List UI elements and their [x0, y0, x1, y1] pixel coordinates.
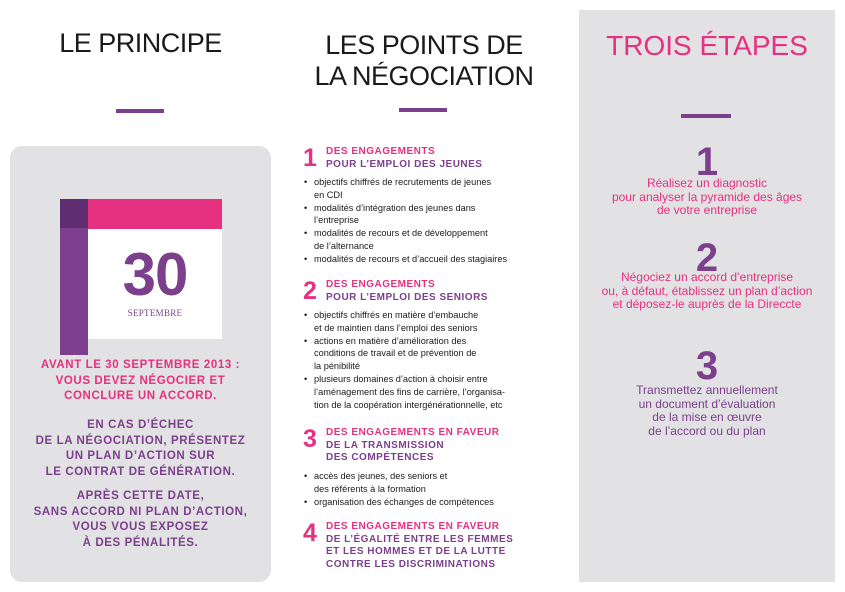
negociation-title: LES POINTS DE LA NÉGOCIATION — [314, 30, 534, 91]
calendar-month: SEPTEMBRE — [127, 308, 183, 318]
list-item: • actions en matière d’amélioration des conditions de travail et de prévention de la pénibilité — [303, 335, 553, 373]
penalty-text: APRÈS CETTE DATE, SANS ACCORD NI PLAN D’ACTION, VOUS VOUS EXPOSEZ À DES PÉNALITÉS. — [33, 490, 248, 549]
point-number: 2 — [303, 277, 317, 305]
point-title: DES ENGAGEMENTS EN FAVEUR DE LA TRANSMISSION DES COMPÉTENCES — [326, 427, 500, 463]
list-item: • objectifs chiffrés de recrutements de jeunes en CDI — [303, 176, 553, 202]
step-2-number: 2 — [695, 236, 719, 280]
list-item: • objectifs chiffrés en matière d’embauche et de maintien dans l’emploi des seniors — [303, 309, 553, 335]
list-item: • modalités d’intégration des jeunes dans l’entreprise — [303, 202, 553, 228]
list-item: • accès des jeunes, des seniors et des référents à la formation — [303, 470, 553, 496]
etapes-title: TROIS ÉTAPES — [606, 30, 808, 61]
deadline-text: AVANT LE 30 SEPTEMBRE 2013 : VOUS DEVEZ NÉGOCIER ET CONCLURE UN ACCORD. — [40, 359, 241, 402]
principe-title: LE PRINCIPE — [59, 28, 222, 58]
list-item: • organisation des échanges de compétences — [303, 496, 553, 509]
point-title: DES ENGAGEMENTS EN FAVEUR DE L’ÉGALITÉ ENTRE LES FEMMES ET LES HOMMES ET DE LA LUTTE CONTRE LES DISCRIMINATIONS — [326, 521, 514, 570]
list-item: • plusieurs domaines d’action à choisir entre l’aménagement des fins de carrière, l’organisa- tion de la coopération intergénérationnelle, etc — [303, 373, 553, 411]
step-1-number: 1 — [695, 140, 719, 184]
step-2-text: Négociez un accord d’entreprise ou, à défaut, établissez un plan d’action et déposez-le auprès de la Direccte — [601, 270, 813, 312]
point-title: DES ENGAGEMENTS POUR L’EMPLOI DES SENIORS — [326, 279, 488, 303]
step-3-text: Transmettez annuellement un document d’évaluation de la mise en œuvre de l’accord ou du plan — [636, 383, 778, 438]
etapes-title-rule — [681, 114, 731, 118]
failure-text: EN CAS D’ÉCHEC DE LA NÉGOCIATION, PRÉSENTEZ UN PLAN D’ACTION SUR LE CONTRAT DE GÉNÉRATION. — [35, 419, 246, 478]
point-bullets — [303, 470, 553, 508]
point-bullets — [303, 309, 553, 411]
principe-title-rule — [116, 109, 164, 113]
step-1-text: Réalisez un diagnostic pour analyser la pyramide des âges de votre entreprise — [611, 176, 803, 218]
calendar-day: 30 — [122, 241, 188, 308]
step-3-number: 3 — [695, 344, 719, 388]
point-bullets — [303, 176, 553, 266]
point-title: DES ENGAGEMENTS POUR L’EMPLOI DES JEUNES — [326, 146, 483, 170]
point-number: 3 — [303, 425, 317, 453]
list-item: • modalités de recours et de développement de l’alternance — [303, 227, 553, 253]
negociation-title-rule — [399, 108, 447, 112]
list-item: • modalités de recours et d’accueil des stagiaires — [303, 253, 553, 266]
point-number: 1 — [303, 144, 317, 172]
point-number: 4 — [303, 519, 317, 547]
